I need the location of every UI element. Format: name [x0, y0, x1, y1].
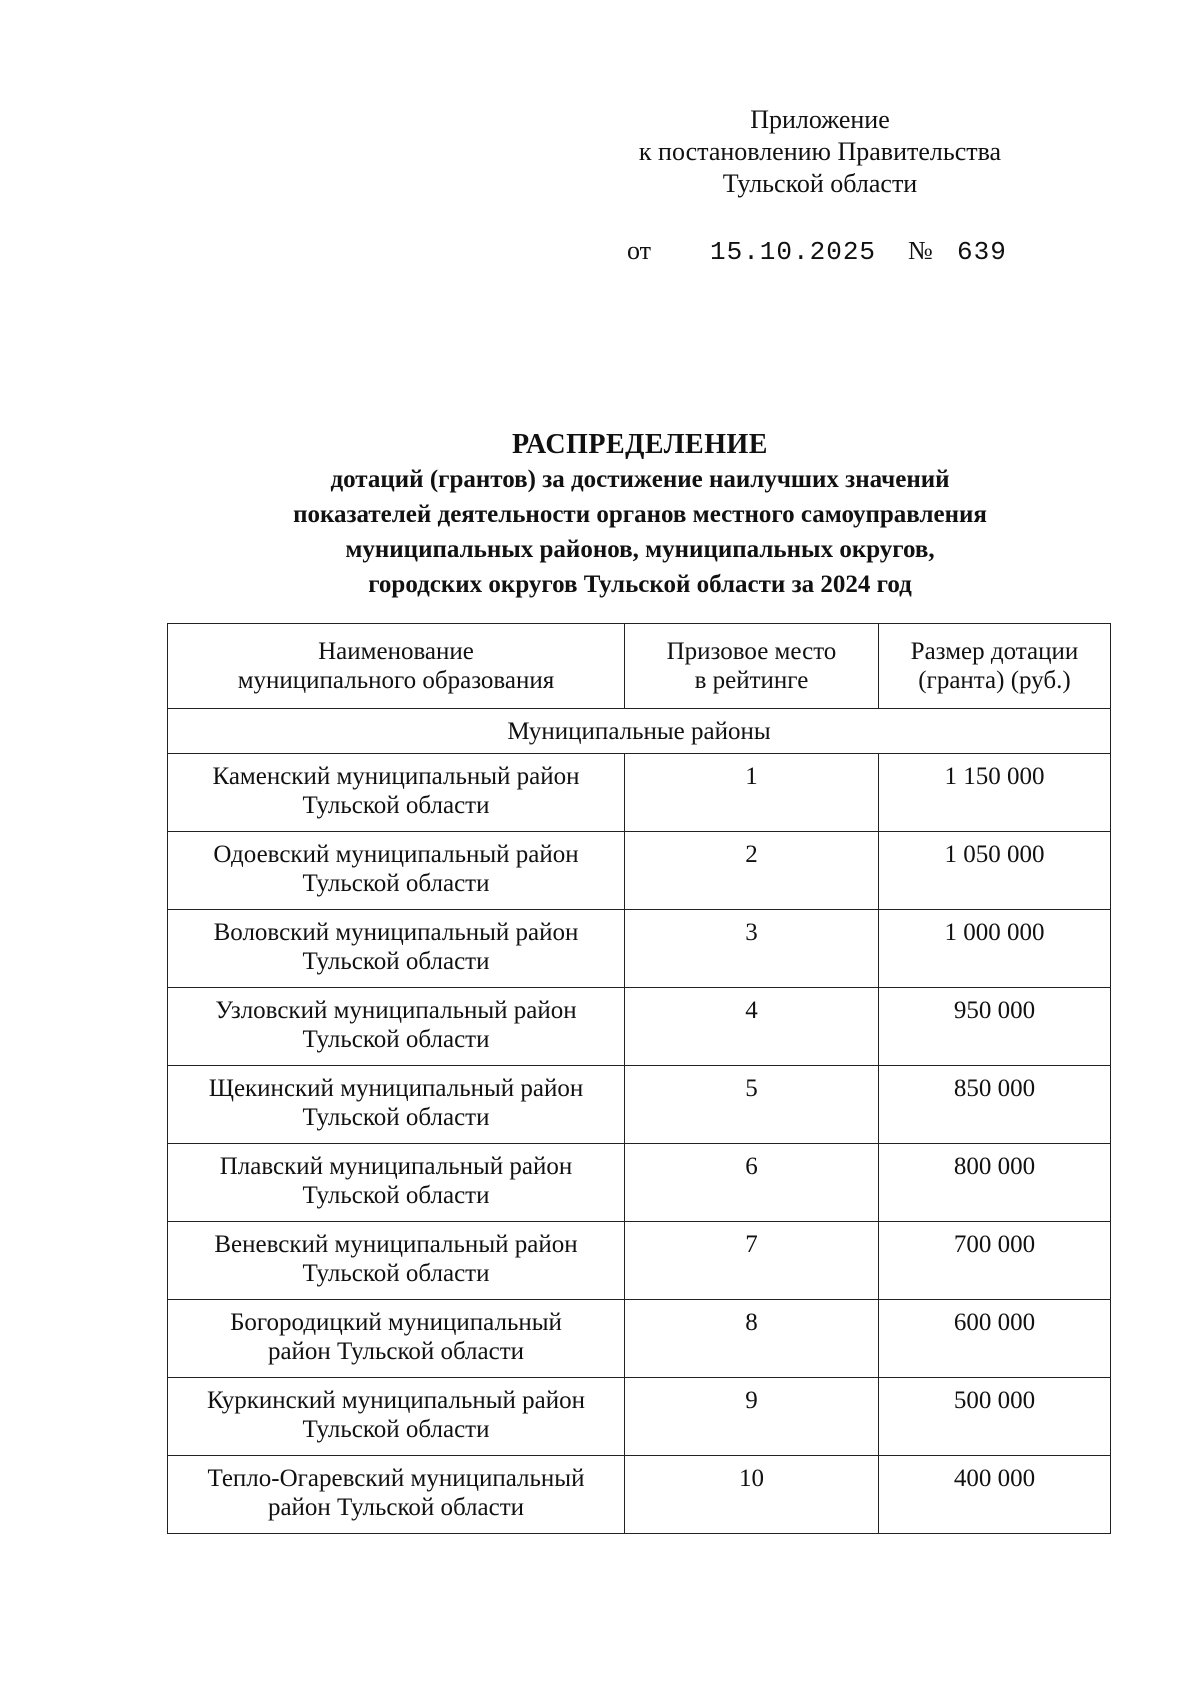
municipality-name-line-1: Тепло-Огаревский муниципальный — [207, 1465, 585, 1492]
title-line-1: дотаций (грантов) за достижение наилучших значений — [330, 466, 950, 493]
decree-from-label: от — [627, 236, 652, 265]
municipality-name-cell — [168, 988, 625, 1066]
place-cell: 4 — [625, 988, 879, 1066]
grants-table — [167, 623, 1111, 1534]
municipality-name-line-2: Тульской области — [302, 870, 490, 897]
municipality-name-cell — [168, 754, 625, 832]
municipality-name-line-1: Богородицкий муниципальный — [230, 1309, 562, 1336]
amount-cell: 800 000 — [878, 1144, 1110, 1222]
amount-cell: 500 000 — [878, 1378, 1110, 1456]
municipality-name-cell — [168, 1066, 625, 1144]
municipality-name-line-2: Тульской области — [302, 1260, 490, 1287]
header-place — [625, 624, 879, 709]
place-cell: 9 — [625, 1378, 879, 1456]
municipality-name-line-1: Веневский муниципальный район — [214, 1231, 578, 1258]
decree-date: 15.10.2025 — [710, 237, 877, 267]
municipality-name-line-2: Тульской области — [302, 1026, 490, 1053]
table-row — [168, 754, 1111, 832]
municipality-name-line-2: Тульской области — [302, 1182, 490, 1209]
table-row — [168, 1378, 1111, 1456]
header-name-line-1: Наименование — [318, 638, 474, 665]
header-amount — [878, 624, 1110, 709]
title-line-2: показателей деятельности органов местного самоуправления — [293, 501, 987, 528]
municipality-name-cell — [168, 1456, 625, 1534]
place-cell: 7 — [625, 1222, 879, 1300]
amount-cell: 400 000 — [878, 1456, 1110, 1534]
municipality-name-line-1: Куркинский муниципальный район — [206, 1387, 585, 1414]
header-amount-line-2: (гранта) (руб.) — [918, 667, 1071, 694]
appendix-line-1: Приложение — [750, 105, 890, 134]
municipality-name-cell — [168, 1222, 625, 1300]
header-name-line-2: муниципального образования — [237, 667, 555, 694]
section-row — [168, 709, 1111, 754]
table-header-row — [168, 624, 1111, 709]
document-title — [160, 428, 1120, 602]
appendix-line-3: Тульской области — [722, 169, 918, 198]
place-cell: 6 — [625, 1144, 879, 1222]
table-row — [168, 1300, 1111, 1378]
municipality-name-cell — [168, 1300, 625, 1378]
amount-cell: 1 150 000 — [878, 754, 1110, 832]
amount-cell: 850 000 — [878, 1066, 1110, 1144]
place-cell: 8 — [625, 1300, 879, 1378]
appendix-header — [600, 104, 1040, 200]
municipality-name-line-2: Тульской области — [302, 1416, 490, 1443]
decree-number-label: № — [908, 236, 933, 265]
table-row — [168, 1144, 1111, 1222]
place-cell: 3 — [625, 910, 879, 988]
place-cell: 1 — [625, 754, 879, 832]
amount-cell: 600 000 — [878, 1300, 1110, 1378]
municipality-name-line-1: Каменский муниципальный район — [212, 763, 580, 790]
municipality-name-line-1: Узловский муниципальный район — [215, 997, 577, 1024]
place-cell: 10 — [625, 1456, 879, 1534]
table-row — [168, 988, 1111, 1066]
header-amount-line-1: Размер дотации — [910, 638, 1079, 665]
municipality-name-line-1: Воловский муниципальный район — [213, 919, 579, 946]
municipality-name-line-2: Тульской области — [302, 1104, 490, 1131]
title-line-4: городских округов Тульской области за 2024 год — [368, 571, 912, 598]
municipality-name-line-2: Тульской области — [302, 792, 490, 819]
appendix-line-2: к постановлению Правительства — [638, 137, 1002, 166]
header-place-line-2: в рейтинге — [694, 667, 809, 694]
table-row — [168, 1456, 1111, 1534]
title-line-3: муниципальных районов, муниципальных округов, — [345, 536, 935, 563]
place-cell: 2 — [625, 832, 879, 910]
amount-cell: 950 000 — [878, 988, 1110, 1066]
amount-cell: 700 000 — [878, 1222, 1110, 1300]
municipality-name-line-1: Плавский муниципальный район — [219, 1153, 573, 1180]
header-name — [168, 624, 625, 709]
place-cell: 5 — [625, 1066, 879, 1144]
table-row — [168, 832, 1111, 910]
municipality-name-cell — [168, 910, 625, 988]
municipality-name-line-2: Тульской области — [302, 948, 490, 975]
municipality-name-line-2: район Тульской области — [267, 1494, 525, 1521]
municipality-name-line-1: Одоевский муниципальный район — [213, 841, 579, 868]
title-heading: РАСПРЕДЕЛЕНИЕ — [512, 429, 768, 460]
municipality-name-cell — [168, 832, 625, 910]
municipality-name-line-2: район Тульской области — [267, 1338, 525, 1365]
decree-number: 639 — [957, 237, 1007, 267]
amount-cell: 1 000 000 — [878, 910, 1110, 988]
municipality-name-cell — [168, 1144, 625, 1222]
amount-cell: 1 050 000 — [878, 832, 1110, 910]
table-row — [168, 1222, 1111, 1300]
table-row — [168, 1066, 1111, 1144]
header-place-line-1: Призовое место — [666, 638, 837, 665]
municipality-name-cell — [168, 1378, 625, 1456]
table-row — [168, 910, 1111, 988]
municipality-name-line-1: Щекинский муниципальный район — [208, 1075, 584, 1102]
section-label: Муниципальные районы — [168, 709, 1111, 754]
decree-reference — [0, 236, 1200, 268]
